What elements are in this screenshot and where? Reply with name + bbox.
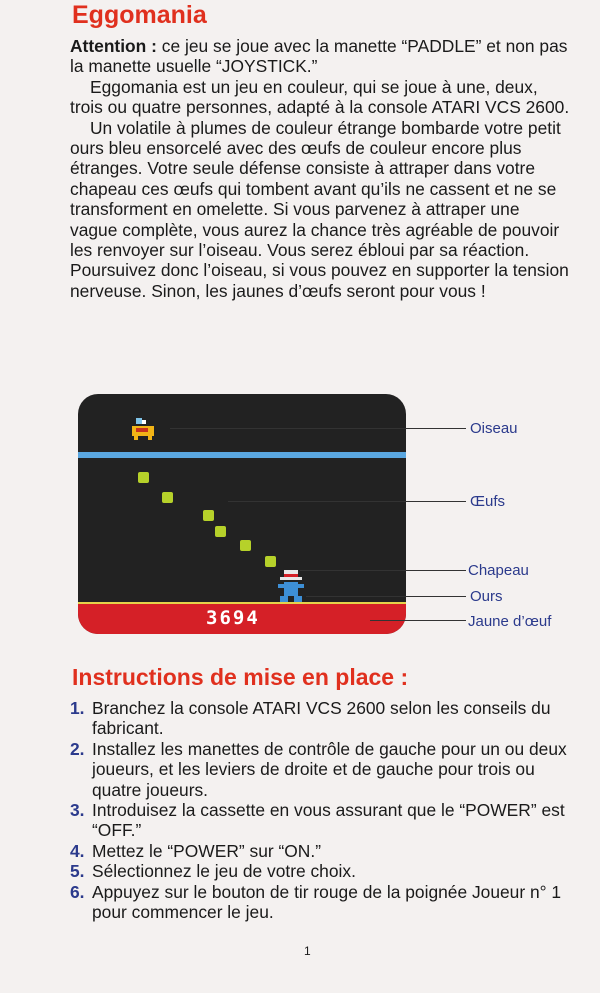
step-text: Sélectionnez le jeu de votre choix. bbox=[92, 861, 356, 882]
leader-line-bird bbox=[170, 428, 466, 429]
egg bbox=[162, 492, 173, 503]
egg bbox=[215, 526, 226, 537]
game-screen bbox=[78, 394, 406, 634]
step-text: Branchez la console ATARI VCS 2600 selon les conseils du fabricant. bbox=[92, 698, 551, 739]
setup-step bbox=[70, 698, 570, 739]
leader-line-yolk bbox=[370, 620, 466, 621]
sky-line bbox=[78, 452, 406, 458]
intro-text bbox=[70, 36, 570, 301]
step-number: 6. bbox=[70, 881, 85, 902]
step-text: Appuyez sur le bouton de tir rouge de la poignée Joueur n° 1 pour commencer le jeu. bbox=[92, 881, 562, 923]
egg bbox=[265, 556, 276, 567]
setup-title: Instructions de mise en place : bbox=[72, 664, 409, 690]
label-eggs: Œufs bbox=[470, 493, 506, 510]
attention-paragraph bbox=[70, 36, 570, 77]
game-illustration bbox=[0, 380, 600, 640]
label-yolk: Jaune d’œuf bbox=[468, 613, 552, 630]
page-number: 1 bbox=[304, 944, 311, 958]
attention-text: ce jeu se joue avec la manette “PADDLE” et non pas la manette usuelle “JOYSTICK.” bbox=[70, 36, 568, 77]
setup-step bbox=[70, 800, 570, 841]
setup-step bbox=[70, 882, 570, 923]
step-number: 3. bbox=[70, 800, 85, 821]
intro-paragraph-2: Un volatile à plumes de couleur étrange bombarde votre petit ours bleu ensorcelé avec des œufs de couleur encore plus étranges. Votre seule défense consiste à attraper dans votre chapeau ces œufs qui tombent avant qu’ils ne cassent et ne se transforment en omelette. Si vous parvenez à attraper une vague complète, vous aurez la chance très agréable de pouvoir les renvoyer sur l’oiseau. Vous serez ébloui par sa réaction. Poursuivez donc l’oiseau, si vous pouvez en supporter la tension nerveuse. Sinon, les jaunes d’œufs seront pour vous ! bbox=[70, 117, 569, 301]
step-number: 1. bbox=[70, 698, 85, 718]
bird-sprite bbox=[130, 418, 158, 442]
page-title: Eggomania bbox=[72, 1, 207, 29]
setup-steps-list bbox=[70, 698, 570, 922]
setup-step bbox=[70, 861, 570, 881]
bear-with-hat-sprite bbox=[276, 570, 306, 604]
step-number: 2. bbox=[70, 738, 85, 759]
egg bbox=[203, 510, 214, 521]
step-number: 4. bbox=[70, 840, 85, 861]
step-text: Introduisez la cassette en vous assurant que le “POWER” est “OFF.” bbox=[92, 800, 565, 841]
setup-step bbox=[70, 841, 570, 861]
step-text: Installez les manettes de contrôle de gauche pour un ou deux joueurs, et les leviers de droite et de gauche pour trois ou quatre joueurs. bbox=[92, 738, 567, 800]
score-display: 3694 bbox=[206, 607, 260, 629]
leader-line-eggs bbox=[228, 501, 466, 502]
label-bird: Oiseau bbox=[470, 420, 518, 437]
egg bbox=[138, 472, 149, 483]
step-text: Mettez le “POWER” sur “ON.” bbox=[92, 840, 321, 861]
label-hat: Chapeau bbox=[468, 562, 529, 579]
setup-step bbox=[70, 739, 570, 800]
intro-paragraph-1: Eggomania est un jeu en couleur, qui se joue à une, deux, trois ou quatre personnes, adapté à la console ATARI VCS 2600. bbox=[70, 76, 570, 118]
egg bbox=[240, 540, 251, 551]
leader-line-hat bbox=[300, 570, 466, 571]
step-number: 5. bbox=[70, 861, 85, 882]
leader-line-bear bbox=[306, 596, 466, 597]
label-bear: Ours bbox=[470, 588, 503, 605]
attention-label: Attention : bbox=[70, 36, 157, 56]
